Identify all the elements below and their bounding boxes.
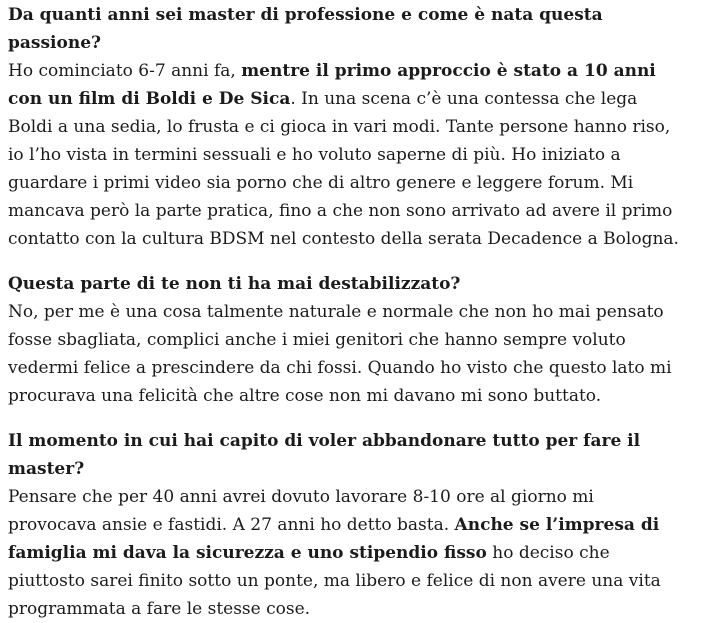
interview-question: Da quanti anni sei master di professione e come è nata questa passione? (8, 5, 603, 53)
interview-question: Questa parte di te non ti ha mai destabilizzato? (8, 274, 461, 294)
interview-question: Il momento in cui hai capito di voler abbandonare tutto per fare il master? (8, 431, 641, 479)
qa-section-3 (8, 427, 679, 623)
interview-answer (8, 298, 679, 410)
answer-text-segment: ho deciso che piuttosto sarei finito sotto un ponte, ma libero e felice di non avere una vita programmata a fare le stesse cose. (8, 543, 661, 619)
qa-section-2 (8, 270, 679, 410)
answer-text-segment: Ho cominciato 6-7 anni fa, (8, 61, 242, 81)
answer-bold-segment: mentre il primo approccio è stato a 10 anni con un film di Boldi e De Sica (8, 61, 656, 109)
interview-answer (8, 57, 679, 253)
answer-text-segment: Pensare che per 40 anni avrei dovuto lavorare 8-10 ore al giorno mi provocava ansie e fastidi. A 27 anni ho detto basta. (8, 487, 594, 535)
answer-text-segment: . In una scena c’è una contessa che lega Boldi a una sedia, lo frusta e ci gioca in vari modi. Tante persone hanno riso, io l’ho vista in termini sessuali e ho voluto saperne di più. Ho iniziato a guardare i primi video sia porno che di altro genere e leggere forum. Mi mancava però la parte pratica, fino a che non sono arrivato ad avere il primo contatto con la cultura BDSM nel contesto della serata Decadence a Bologna. (8, 89, 679, 249)
answer-text-segment: No, per me è una cosa talmente naturale e normale che non ho mai pensato fosse sbagliata, complici anche i miei genitori che hanno sempre voluto vedermi felice a prescindere da chi fossi. Quando ho visto che questo lato mi procurava una felicità che altre cose non mi davano mi sono buttato. (8, 302, 672, 406)
qa-section-1 (8, 1, 679, 253)
answer-bold-segment: Anche se l’impresa di famiglia mi dava la sicurezza e uno stipendio fisso (8, 515, 660, 563)
interview-answer (8, 483, 679, 623)
